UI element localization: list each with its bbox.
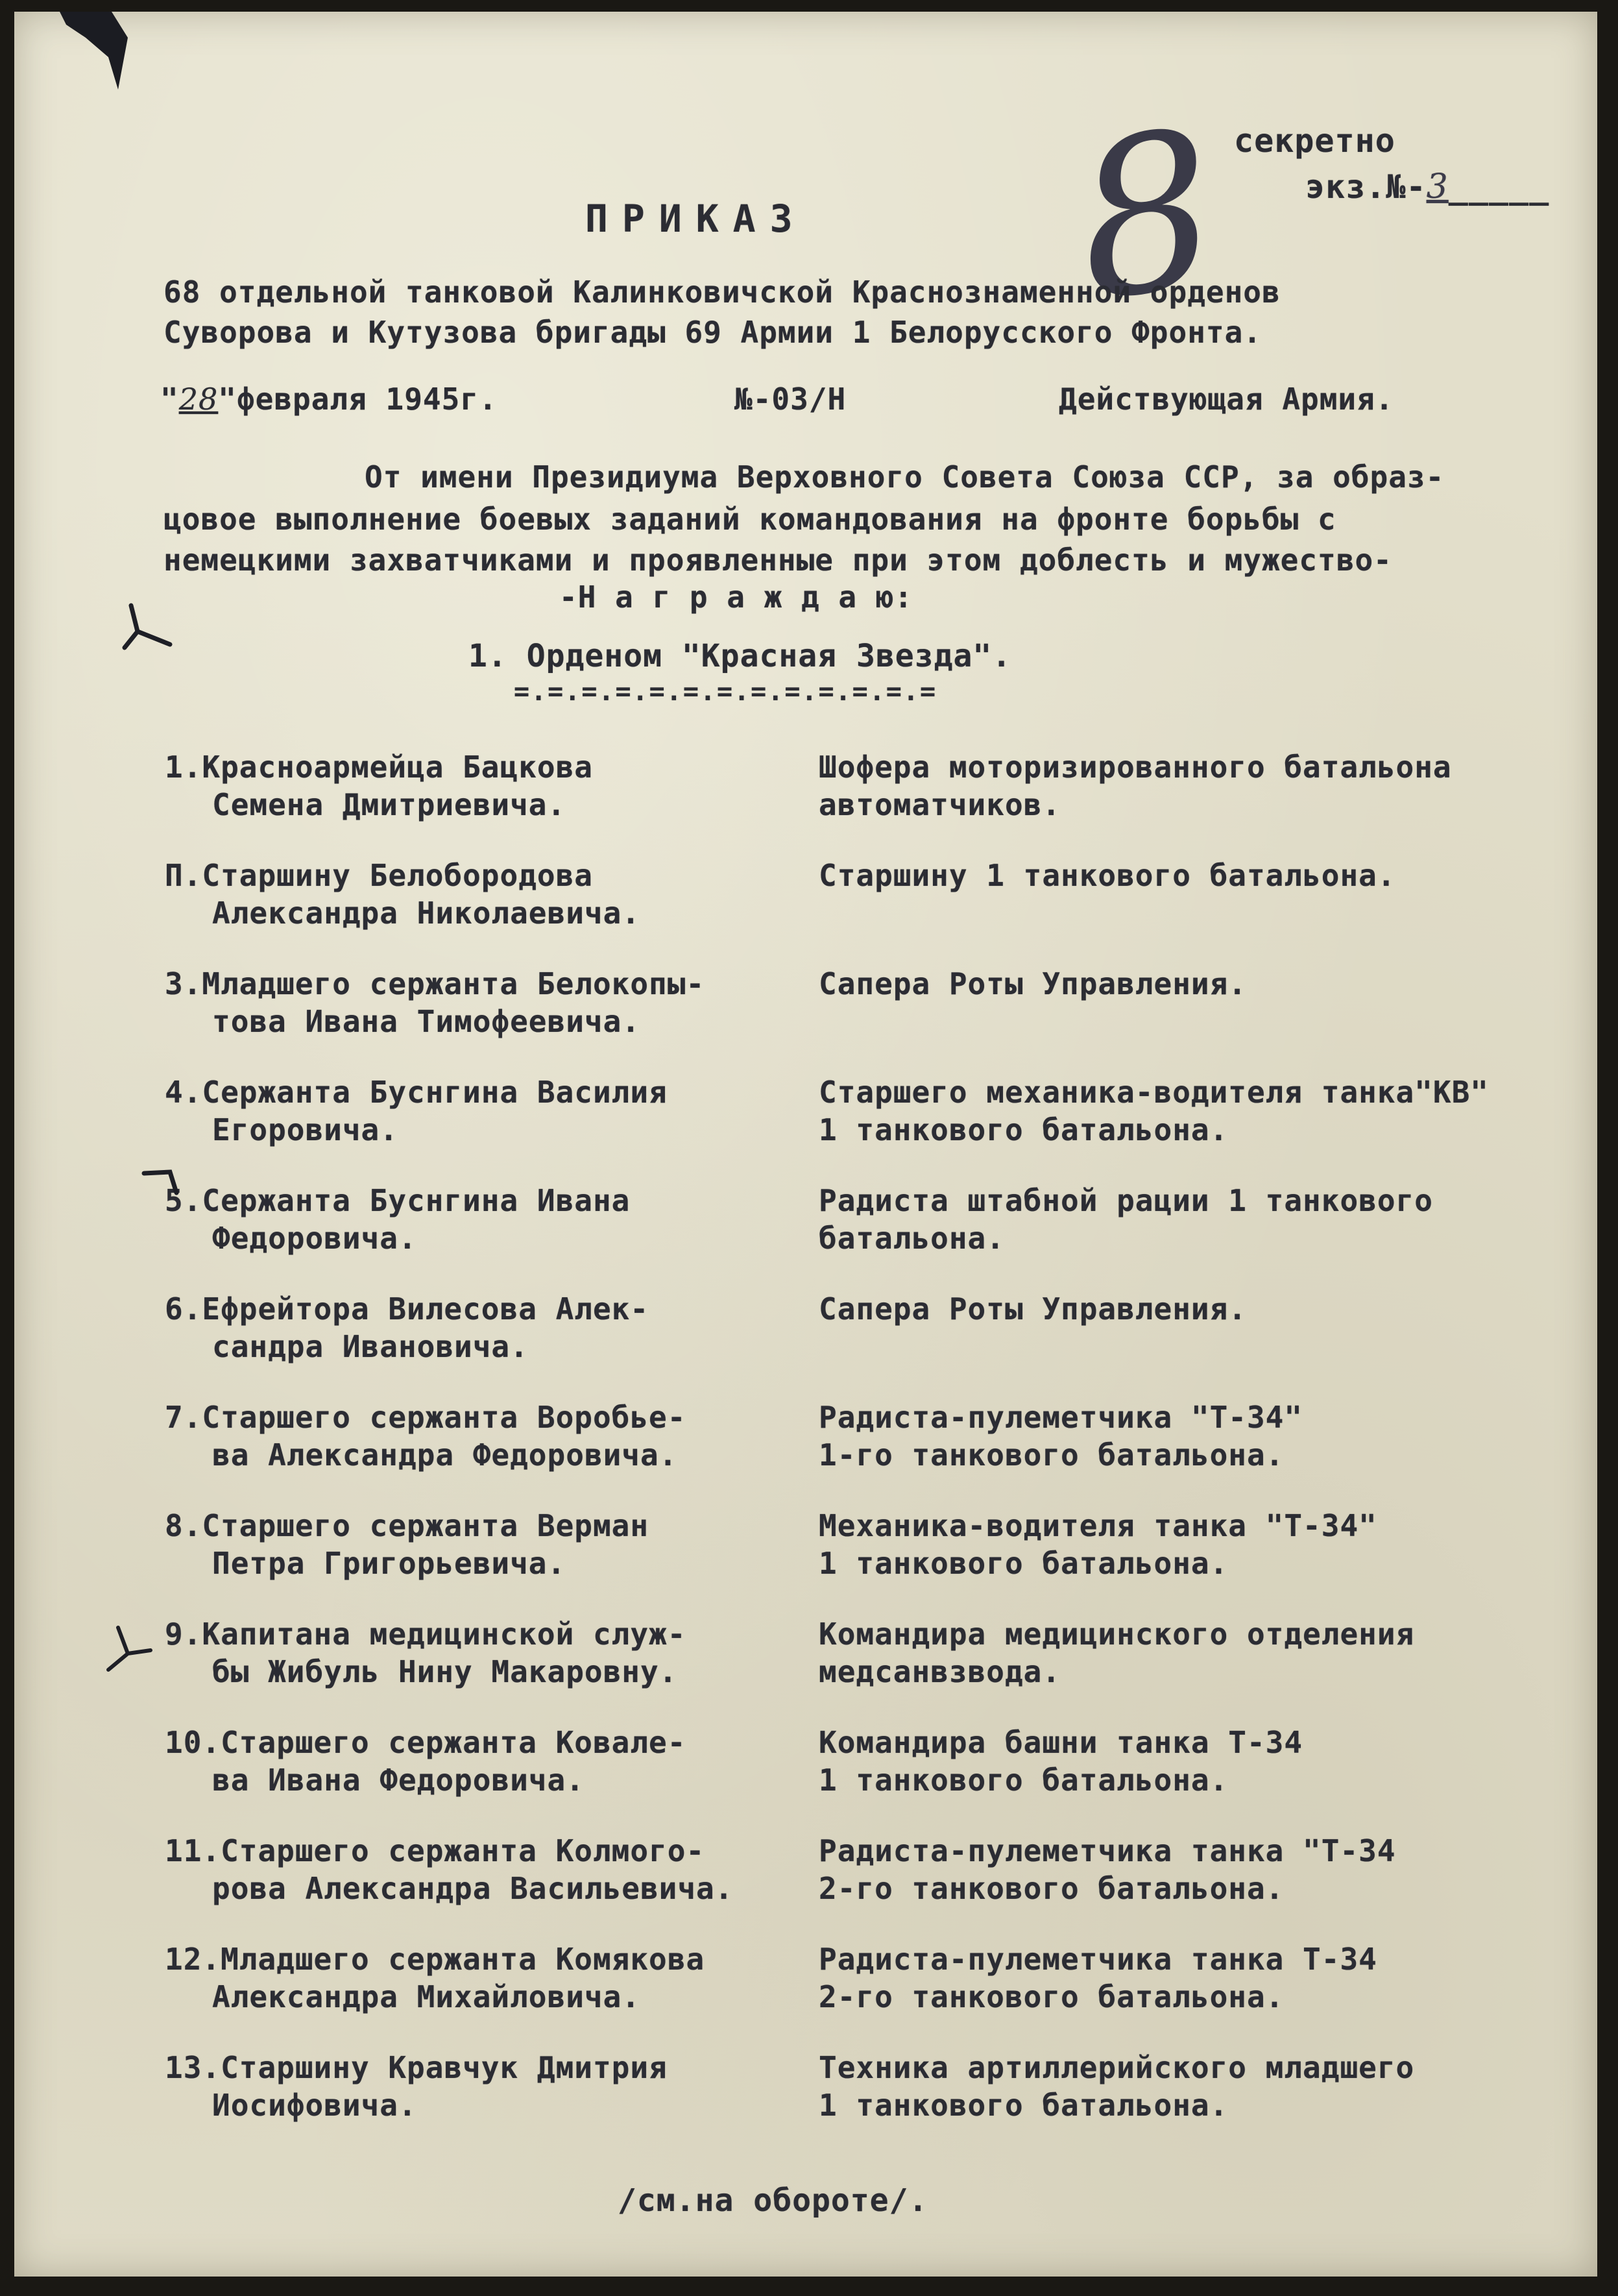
recipient-position-line-2: 2-го танкового батальона. bbox=[819, 1871, 1285, 1906]
recipient-position-line-1: Радиста-пулеметчика "Т-34" bbox=[819, 1400, 1303, 1435]
recipient-name-line-1: 13.Старшину Кравчук Дмитрия bbox=[165, 2050, 668, 2085]
recipient-name-line-1: 1.Красноармейца Бацкова bbox=[165, 750, 593, 785]
recipient-name-line-1: 5.Сержанта Буснгина Ивана bbox=[165, 1183, 631, 1218]
recipient-name-line-1: 12.Младшего сержанта Комякова bbox=[165, 1942, 705, 1977]
recipient-position-line-2: 1 танкового батальона. bbox=[819, 1763, 1229, 1798]
recipient-position-line-2: 2-го танкового батальона. bbox=[819, 1979, 1285, 2014]
recipient-name-line-1: 11.Старшего сержанта Колмого- bbox=[165, 1833, 705, 1868]
order-number: №-03/Н bbox=[734, 382, 847, 417]
recipient-name-line-1: 8.Старшего сержанта Верман bbox=[165, 1508, 649, 1543]
secrecy-stamp: секретно bbox=[1234, 122, 1395, 160]
recipient-name-line-2: това Ивана Тимофеевича. bbox=[212, 1004, 640, 1039]
recipient-position-line-2: 1 танкового батальона. bbox=[819, 2088, 1229, 2123]
recipient-position-line-1: Радиста-пулеметчика танка "Т-34 bbox=[819, 1833, 1396, 1868]
recipient-position-line-1: Сапера Роты Управления. bbox=[819, 966, 1247, 1001]
recipient-position-line-1: Шофера моторизированного батальона bbox=[819, 750, 1452, 785]
recipient-name-line-2: бы Жибуль Нину Макаровну. bbox=[212, 1654, 678, 1689]
recipient-name-line-1: 9.Капитана медицинской служ- bbox=[165, 1617, 686, 1652]
recipient-position-line-1: Командира медицинского отделения bbox=[819, 1617, 1415, 1652]
recipient-position-line-1: Механика-водителя танка "Т-34" bbox=[819, 1508, 1377, 1543]
recipient-name-line-2: Александра Николаевича. bbox=[212, 896, 640, 931]
margin-tick-mark bbox=[118, 599, 189, 657]
recipient-name-line-1: П.Старшину Белобородова bbox=[165, 858, 593, 893]
recipient-position-line-1: Техника артиллерийского младшего bbox=[819, 2050, 1415, 2085]
recipient-position-line-1: Радиста-пулеметчика танка Т-34 bbox=[819, 1942, 1377, 1977]
preamble-line-2: цовое выполнение боевых заданий командования на фронте борьбы с bbox=[163, 502, 1336, 537]
unit-line-1: 68 отдельной танковой Калинковичской Краснознаменной орденов bbox=[163, 275, 1281, 310]
recipient-position-line-2: 1-го танкового батальона. bbox=[819, 1437, 1285, 1472]
recipient-position-line-2: 1 танкового батальона. bbox=[819, 1112, 1229, 1147]
recipient-position-line-2: автоматчиков. bbox=[819, 787, 1061, 822]
margin-tick-mark bbox=[138, 1167, 196, 1206]
recipient-name-line-2: рова Александра Васильевича. bbox=[212, 1871, 734, 1906]
recipient-name-line-1: 10.Старшего сержанта Ковале- bbox=[165, 1725, 686, 1760]
recipient-name-line-2: ва Александра Федоровича. bbox=[212, 1437, 678, 1472]
page-title: ПРИКАЗ bbox=[585, 197, 807, 241]
handwritten-number: 8 bbox=[1061, 83, 1231, 349]
copy-number-line bbox=[1305, 167, 1549, 206]
date-month-year: "февраля 1945г. bbox=[218, 382, 498, 417]
recipient-position-line-1: Сапера Роты Управления. bbox=[819, 1291, 1247, 1326]
preamble-line-1: От имени Президиума Верховного Совета Союза ССР, за образ- bbox=[365, 459, 1445, 495]
continued-note: /см.на обороте/. bbox=[618, 2182, 928, 2219]
preamble-line-4: -Н а г р а ж д а ю: bbox=[559, 580, 913, 615]
award-rule: =.=.=.=.=.=.=.=.=.=.=.=.= bbox=[514, 677, 937, 707]
recipient-name-line-1: 4.Сержанта Буснгина Василия bbox=[165, 1075, 668, 1110]
recipient-name-line-1: 3.Младшего сержанта Белокопы- bbox=[165, 966, 705, 1001]
award-title: 1. Орденом "Красная Звезда". bbox=[468, 638, 1012, 674]
recipient-name-line-2: Петра Григорьевича. bbox=[212, 1546, 566, 1581]
recipient-position-line-1: Радиста штабной рации 1 танкового bbox=[819, 1183, 1433, 1218]
copy-number-underline: _____ bbox=[1448, 168, 1550, 206]
torn-corner-mark bbox=[14, 12, 144, 103]
margin-tick-mark bbox=[99, 1624, 157, 1676]
recipient-position-line-1: Старшину 1 танкового батальона. bbox=[819, 858, 1396, 893]
copy-number-label: экз.№- bbox=[1305, 168, 1427, 206]
recipient-name-line-2: Федоровича. bbox=[212, 1221, 417, 1256]
recipient-position-line-1: Командира башни танка Т-34 bbox=[819, 1725, 1303, 1760]
recipient-name-line-2: Егоровича. bbox=[212, 1112, 398, 1147]
order-place: Действующая Армия. bbox=[1059, 382, 1394, 417]
copy-number-value: 3 bbox=[1426, 167, 1449, 206]
preamble-line-3: немецкими захватчиками и проявленные при этом доблесть и мужество- bbox=[163, 543, 1392, 578]
recipient-position-line-2: батальона. bbox=[819, 1221, 1005, 1256]
recipient-name-line-1: 7.Старшего сержанта Воробье- bbox=[165, 1400, 686, 1435]
document-page bbox=[14, 12, 1597, 2277]
recipient-name-line-2: сандра Ивановича. bbox=[212, 1329, 529, 1364]
date-day: 28 bbox=[178, 382, 219, 417]
date-quote: " bbox=[160, 382, 179, 417]
order-date bbox=[160, 382, 498, 417]
recipient-position-line-2: медсанвзвода. bbox=[819, 1654, 1061, 1689]
recipient-position-line-1: Старшего механика-водителя танка"КВ" bbox=[819, 1075, 1489, 1110]
recipient-name-line-2: Семена Дмитриевича. bbox=[212, 787, 566, 822]
recipient-position-line-2: 1 танкового батальона. bbox=[819, 1546, 1229, 1581]
recipient-name-line-2: ва Ивана Федоровича. bbox=[212, 1763, 585, 1798]
recipient-name-line-1: 6.Ефрейтора Вилесова Алек- bbox=[165, 1291, 649, 1326]
unit-line-2: Суворова и Кутузова бригады 69 Армии 1 Белорусского Фронта. bbox=[163, 315, 1262, 350]
recipient-name-line-2: Александра Михайловича. bbox=[212, 1979, 640, 2014]
recipient-name-line-2: Иосифовича. bbox=[212, 2088, 417, 2123]
